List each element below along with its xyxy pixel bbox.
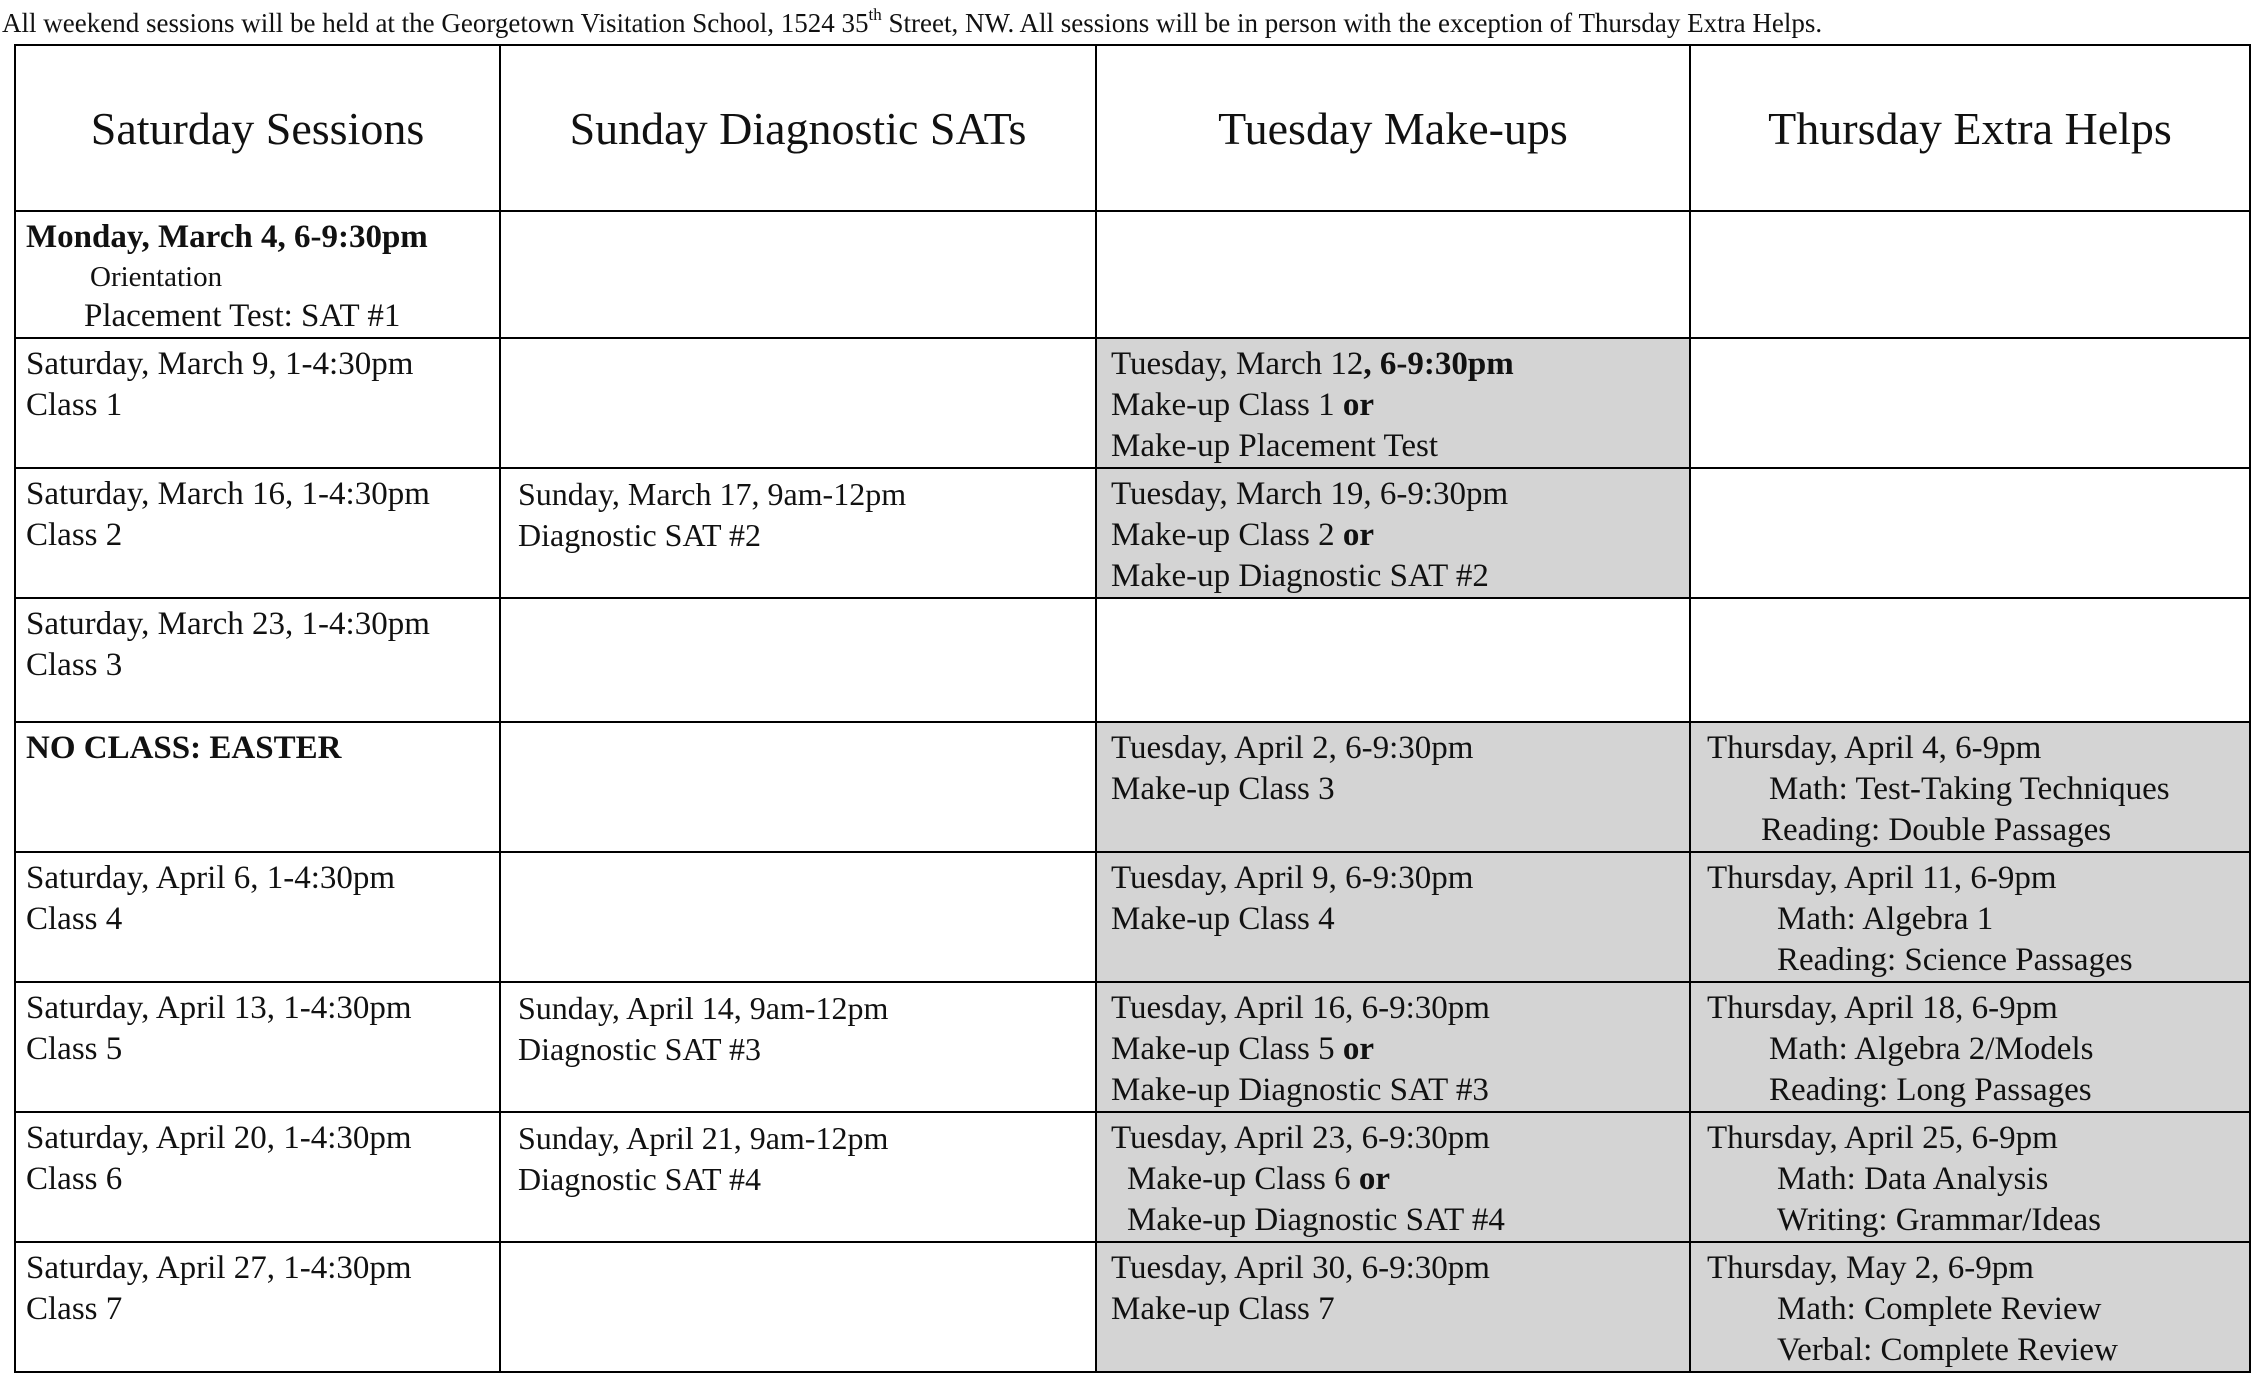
sunday-cell	[500, 468, 1096, 598]
no-class-label: NO CLASS: EASTER	[26, 730, 342, 766]
makeup-date-text: Tuesday, March 12	[1111, 346, 1364, 382]
session-detail: Class 2	[26, 517, 123, 553]
makeup-detail: Make-up Placement Test	[1111, 428, 1438, 464]
session-detail: Class 6	[26, 1161, 123, 1197]
sunday-cell	[500, 722, 1096, 852]
tuesday-cell	[1096, 1112, 1690, 1242]
thursday-cell	[1690, 468, 2250, 598]
tuesday-cell	[1096, 852, 1690, 982]
extra-help-topic: Reading: Science Passages	[1777, 942, 2133, 978]
saturday-cell	[15, 1112, 500, 1242]
makeup-class: Make-up Class 5	[1111, 1031, 1335, 1067]
makeup-detail: Make-up Class 7	[1111, 1291, 1335, 1327]
saturday-cell	[15, 338, 500, 468]
tuesday-cell	[1096, 722, 1690, 852]
sunday-cell	[500, 338, 1096, 468]
extra-help-topic: Math: Algebra 2/Models	[1769, 1031, 2094, 1067]
table-row	[15, 1112, 2250, 1242]
thursday-cell	[1690, 1112, 2250, 1242]
thursday-cell	[1690, 852, 2250, 982]
or-label: or	[1342, 387, 1375, 423]
session-date: Saturday, April 13, 1-4:30pm	[26, 990, 412, 1026]
thursday-cell	[1690, 722, 2250, 852]
saturday-cell	[15, 211, 500, 338]
note-text-end: Street, NW. All sessions will be in person with the exception of Thursday Extra Helps.	[881, 8, 1823, 38]
table-row	[15, 211, 2250, 338]
diagnostic-detail: Diagnostic SAT #4	[518, 1161, 761, 1197]
table-row	[15, 338, 2250, 468]
session-detail: Class 1	[26, 387, 123, 423]
makeup-date: Tuesday, April 16, 6-9:30pm	[1111, 990, 1490, 1026]
saturday-cell	[15, 982, 500, 1112]
session-detail: Placement Test: SAT #1	[84, 298, 401, 334]
schedule-table	[14, 44, 2251, 1373]
sunday-cell	[500, 211, 1096, 338]
sunday-cell	[500, 1112, 1096, 1242]
makeup-detail: Make-up Diagnostic SAT #3	[1111, 1072, 1489, 1108]
session-date: Saturday, April 6, 1-4:30pm	[26, 860, 396, 896]
header-row	[15, 45, 2250, 211]
makeup-detail	[1111, 385, 1689, 426]
session-detail: Class 7	[26, 1291, 123, 1327]
saturday-cell	[15, 722, 500, 852]
makeup-class: Make-up Class 6	[1127, 1161, 1351, 1197]
table-row	[15, 1242, 2250, 1372]
table-row	[15, 598, 2250, 722]
sunday-cell	[500, 1242, 1096, 1372]
tuesday-cell	[1096, 598, 1690, 722]
header-sunday-diagnostic-sats: Sunday Diagnostic SATs	[500, 45, 1096, 211]
makeup-date-time: , 6-9:30pm	[1363, 346, 1514, 382]
saturday-cell	[15, 468, 500, 598]
header-saturday-sessions: Saturday Sessions	[15, 45, 500, 211]
saturday-cell	[15, 852, 500, 982]
header-thursday-extra-helps: Thursday Extra Helps	[1690, 45, 2250, 211]
sunday-cell	[500, 982, 1096, 1112]
extra-help-topic: Writing: Grammar/Ideas	[1777, 1202, 2101, 1238]
table-row	[15, 982, 2250, 1112]
thursday-cell	[1690, 1242, 2250, 1372]
header-tuesday-make-ups: Tuesday Make-ups	[1096, 45, 1690, 211]
makeup-class: Make-up Class 1	[1111, 387, 1335, 423]
makeup-date: Tuesday, April 9, 6-9:30pm	[1111, 860, 1474, 896]
makeup-detail	[1111, 1159, 1689, 1200]
extra-help-date: Thursday, April 4, 6-9pm	[1707, 730, 2042, 766]
session-date: Saturday, March 16, 1-4:30pm	[26, 476, 430, 512]
or-label: or	[1342, 517, 1375, 553]
session-date: Saturday, March 9, 1-4:30pm	[26, 346, 414, 382]
session-detail: Orientation	[90, 261, 223, 293]
session-detail: Class 4	[26, 901, 123, 937]
makeup-detail: Make-up Diagnostic SAT #2	[1111, 558, 1489, 594]
extra-help-date: Thursday, April 11, 6-9pm	[1707, 860, 2057, 896]
makeup-date: Tuesday, March 19, 6-9:30pm	[1111, 476, 1509, 512]
extra-help-date: Thursday, April 18, 6-9pm	[1707, 990, 2058, 1026]
extra-help-topic: Math: Complete Review	[1777, 1291, 2102, 1327]
makeup-class: Make-up Class 2	[1111, 517, 1335, 553]
sunday-cell	[500, 598, 1096, 722]
saturday-cell	[15, 1242, 500, 1372]
session-detail: Class 3	[26, 647, 123, 683]
session-date: Saturday, April 20, 1-4:30pm	[26, 1120, 412, 1156]
makeup-date: Tuesday, April 30, 6-9:30pm	[1111, 1250, 1490, 1286]
diagnostic-detail: Diagnostic SAT #2	[518, 517, 761, 553]
table-row	[15, 468, 2250, 598]
thursday-cell	[1690, 598, 2250, 722]
extra-help-topic: Reading: Double Passages	[1761, 812, 2112, 848]
makeup-detail: Make-up Class 4	[1111, 901, 1335, 937]
makeup-detail	[1111, 1029, 1689, 1070]
makeup-date: Tuesday, April 23, 6-9:30pm	[1111, 1120, 1490, 1156]
makeup-detail	[1111, 515, 1689, 556]
extra-help-date: Thursday, April 25, 6-9pm	[1707, 1120, 2058, 1156]
session-date: Saturday, April 27, 1-4:30pm	[26, 1250, 412, 1286]
thursday-cell	[1690, 211, 2250, 338]
session-date: Monday, March 4, 6-9:30pm	[26, 219, 428, 255]
table-row	[15, 852, 2250, 982]
tuesday-cell	[1096, 211, 1690, 338]
extra-help-topic: Math: Data Analysis	[1777, 1161, 2049, 1197]
thursday-cell	[1690, 338, 2250, 468]
diagnostic-date: Sunday, April 14, 9am-12pm	[518, 990, 889, 1026]
tuesday-cell	[1096, 982, 1690, 1112]
diagnostic-detail: Diagnostic SAT #3	[518, 1031, 761, 1067]
diagnostic-date: Sunday, April 21, 9am-12pm	[518, 1120, 889, 1156]
note-superscript: th	[868, 5, 882, 24]
session-detail: Class 5	[26, 1031, 123, 1067]
makeup-date	[1111, 344, 1689, 385]
extra-help-topic: Verbal: Complete Review	[1777, 1332, 2118, 1368]
tuesday-cell	[1096, 1242, 1690, 1372]
note-text: All weekend sessions will be held at the Georgetown Visitation School, 1524 35	[2, 8, 869, 38]
location-note	[2, 0, 2252, 46]
sunday-cell	[500, 852, 1096, 982]
extra-help-date: Thursday, May 2, 6-9pm	[1707, 1250, 2034, 1286]
makeup-date: Tuesday, April 2, 6-9:30pm	[1111, 730, 1474, 766]
tuesday-cell	[1096, 468, 1690, 598]
session-date: Saturday, March 23, 1-4:30pm	[26, 606, 430, 642]
diagnostic-date: Sunday, March 17, 9am-12pm	[518, 476, 907, 512]
makeup-detail: Make-up Diagnostic SAT #4	[1127, 1202, 1505, 1238]
table-row	[15, 722, 2250, 852]
saturday-cell	[15, 598, 500, 722]
extra-help-topic: Reading: Long Passages	[1769, 1072, 2092, 1108]
tuesday-cell	[1096, 338, 1690, 468]
extra-help-topic: Math: Algebra 1	[1777, 901, 1994, 937]
or-label: or	[1342, 1031, 1375, 1067]
thursday-cell	[1690, 982, 2250, 1112]
or-label: or	[1358, 1161, 1391, 1197]
makeup-detail: Make-up Class 3	[1111, 771, 1335, 807]
extra-help-topic: Math: Test-Taking Techniques	[1769, 771, 2170, 807]
